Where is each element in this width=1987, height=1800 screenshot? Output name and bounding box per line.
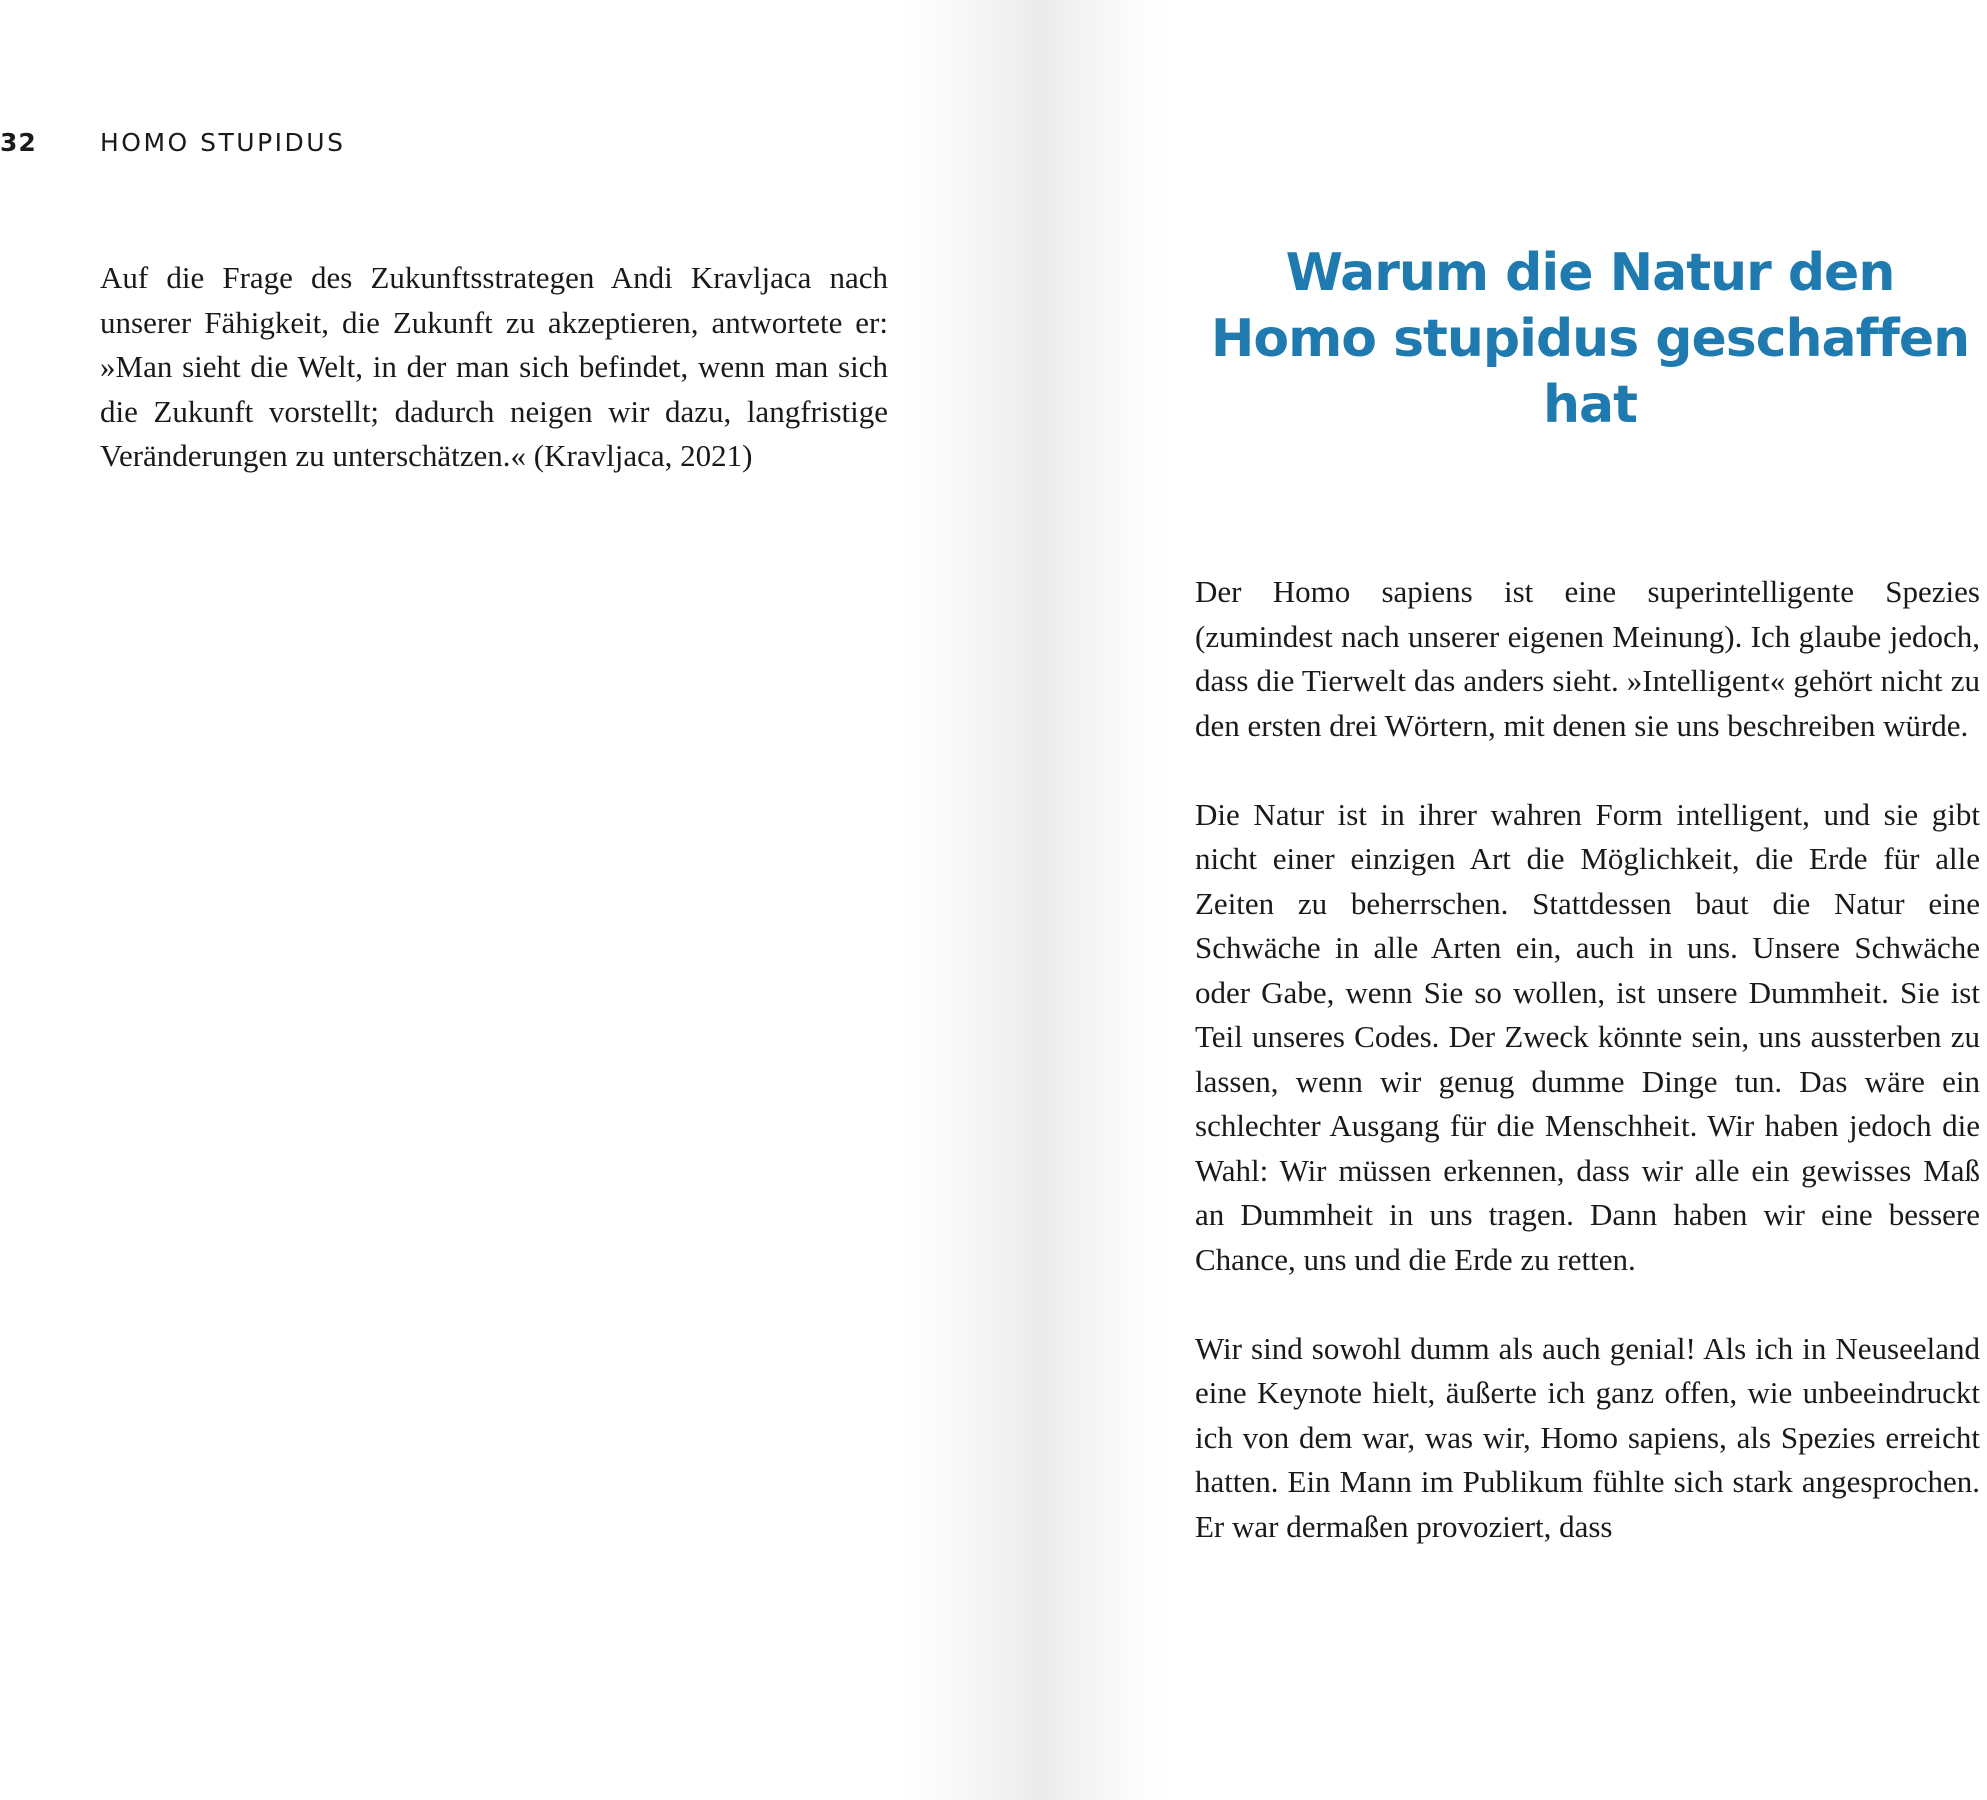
body-paragraph-2: Die Natur ist in ihrer wahren Form intelligent, und sie gibt nicht einer einzigen Art die Möglichkeit, die Erde für alle Zeiten zu beherrschen. Stattdessen baut die Natur eine Schwäche in alle Arten ein, auch in uns. Unsere Schwäche oder Gabe, wenn Sie so wollen, ist unsere Dummheit. Sie ist Teil unseres Codes. Der Zweck könnte sein, uns aussterben zu lassen, wenn wir genug dumme Dinge tun. Das wäre ein schlechter Ausgang für die Menschheit. Wir haben jedoch die Wahl: Wir müssen erkennen, dass wir alle ein gewisses Maß an Dummheit in uns tragen. Dann haben wir eine bessere Chance, uns und die Erde zu retten. <box>1195 796 1980 1277</box>
running-head <box>0 124 345 160</box>
chapter-title: Warum die Natur den Homo stupidus geschaffen hat <box>1210 243 1970 435</box>
body-paragraph-1: Der Homo sapiens ist eine superintelligente Spezies (zumindest nach unserer eigenen Meinung). Ich glaube jedoch, dass die Tierwelt das anders sieht. »Intelligent« gehört nicht zu den ersten drei Wörtern, mit denen sie uns beschreiben würde. <box>1195 574 1980 743</box>
right-page-body <box>1195 570 1980 1549</box>
running-head-title: HOMO STUPIDUS <box>100 127 346 157</box>
left-page-paragraph: Auf die Frage des Zukunftsstrategen Andi Kravljaca nach unserer Fähigkeit, die Zukunft zu akzeptieren, antwortete er: »Man sieht die Welt, in der man sich befindet, wenn man sich die Zukunft vorstellt; dadurch neigen wir dazu, langfristige Veränderungen zu unterschätzen.« (Kravljaca, 2021) <box>100 260 888 473</box>
page-number: 32 <box>0 127 37 157</box>
body-paragraph-3: Wir sind sowohl dumm als auch genial! Als ich in Neuseeland eine Keynote hielt, äußerte ich ganz offen, wie unbeeindruckt ich von dem war, was wir, Homo sapiens, als Spezies erreicht hatten. Ein Mann im Publikum fühlte sich stark angesprochen. Er war dermaßen provoziert, dass <box>1195 1330 1980 1544</box>
page-gutter-shadow <box>900 0 1170 1800</box>
